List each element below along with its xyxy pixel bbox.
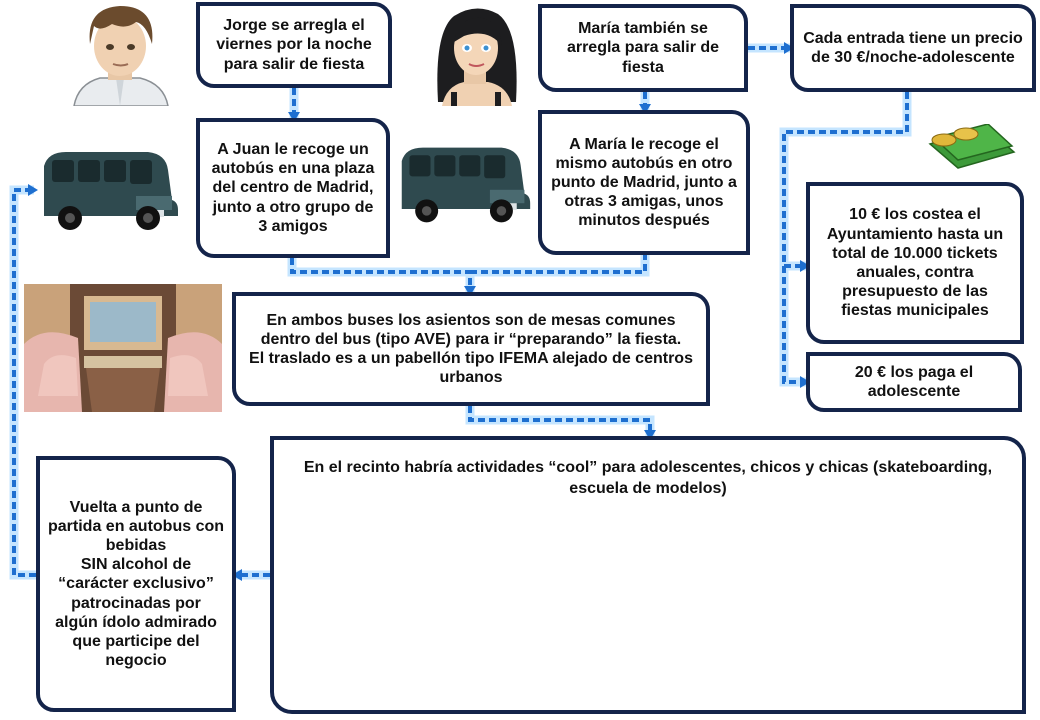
boy-avatar-icon [66, 2, 174, 106]
adolescente-text: 20 € los paga el adolescente [854, 363, 974, 400]
recinto-text: En el recinto habría actividades “cool” para adolescentes, chicos y chicas (skateboarding, escuela de modelos) [303, 459, 993, 497]
girl-avatar-icon [424, 2, 528, 106]
ayuntamiento-box [806, 182, 1024, 344]
maria-box [538, 4, 748, 92]
precio-text: Cada entrada tiene un precio de 30 €/noche-adolescente [803, 29, 1023, 66]
ayuntamiento-text: 10 € los costea el Ayuntamiento hasta un total de 10.000 tickets anuales, contra presupuesto de las fiestas municipales [826, 206, 1004, 320]
bus-icon [396, 140, 534, 230]
money-icon [926, 124, 1016, 172]
buses-text: En ambos buses los asientos son de mesas comunes dentro del bus (tipo AVE) para ir “preparando” la fiesta. El traslado es a un pabellón tipo IFEMA alejado de centros urbanos [249, 311, 693, 387]
adolescente-box [806, 352, 1022, 412]
vuelta-text: Vuelta a punto de partida en autobus con bebidas SIN alcohol de “carácter exclusivo” patrocinadas por algún ídolo admirado que participe del negocio [48, 498, 225, 670]
juan-text: A Juan le recoge un autobús en una plaza del centro de Madrid, junto a otro grupo de 3 amigos [211, 141, 375, 235]
train-interior-image [24, 284, 222, 412]
maria-text: María también se arregla para salir de fiesta [566, 20, 720, 76]
maria-bus-box [538, 110, 750, 255]
bus-icon [38, 146, 182, 236]
jorge-text: Jorge se arregla el viernes por la noche para salir de fiesta [216, 17, 372, 73]
juan-box [196, 118, 390, 258]
maria-bus-text: A María le recoge el mismo autobús en otro punto de Madrid, junto a otras 3 amigas, unos minutos después [551, 135, 737, 230]
precio-box [790, 4, 1036, 92]
recinto-box [270, 436, 1026, 714]
jorge-box [196, 2, 392, 88]
buses-box [232, 292, 710, 406]
vuelta-box [36, 456, 236, 712]
